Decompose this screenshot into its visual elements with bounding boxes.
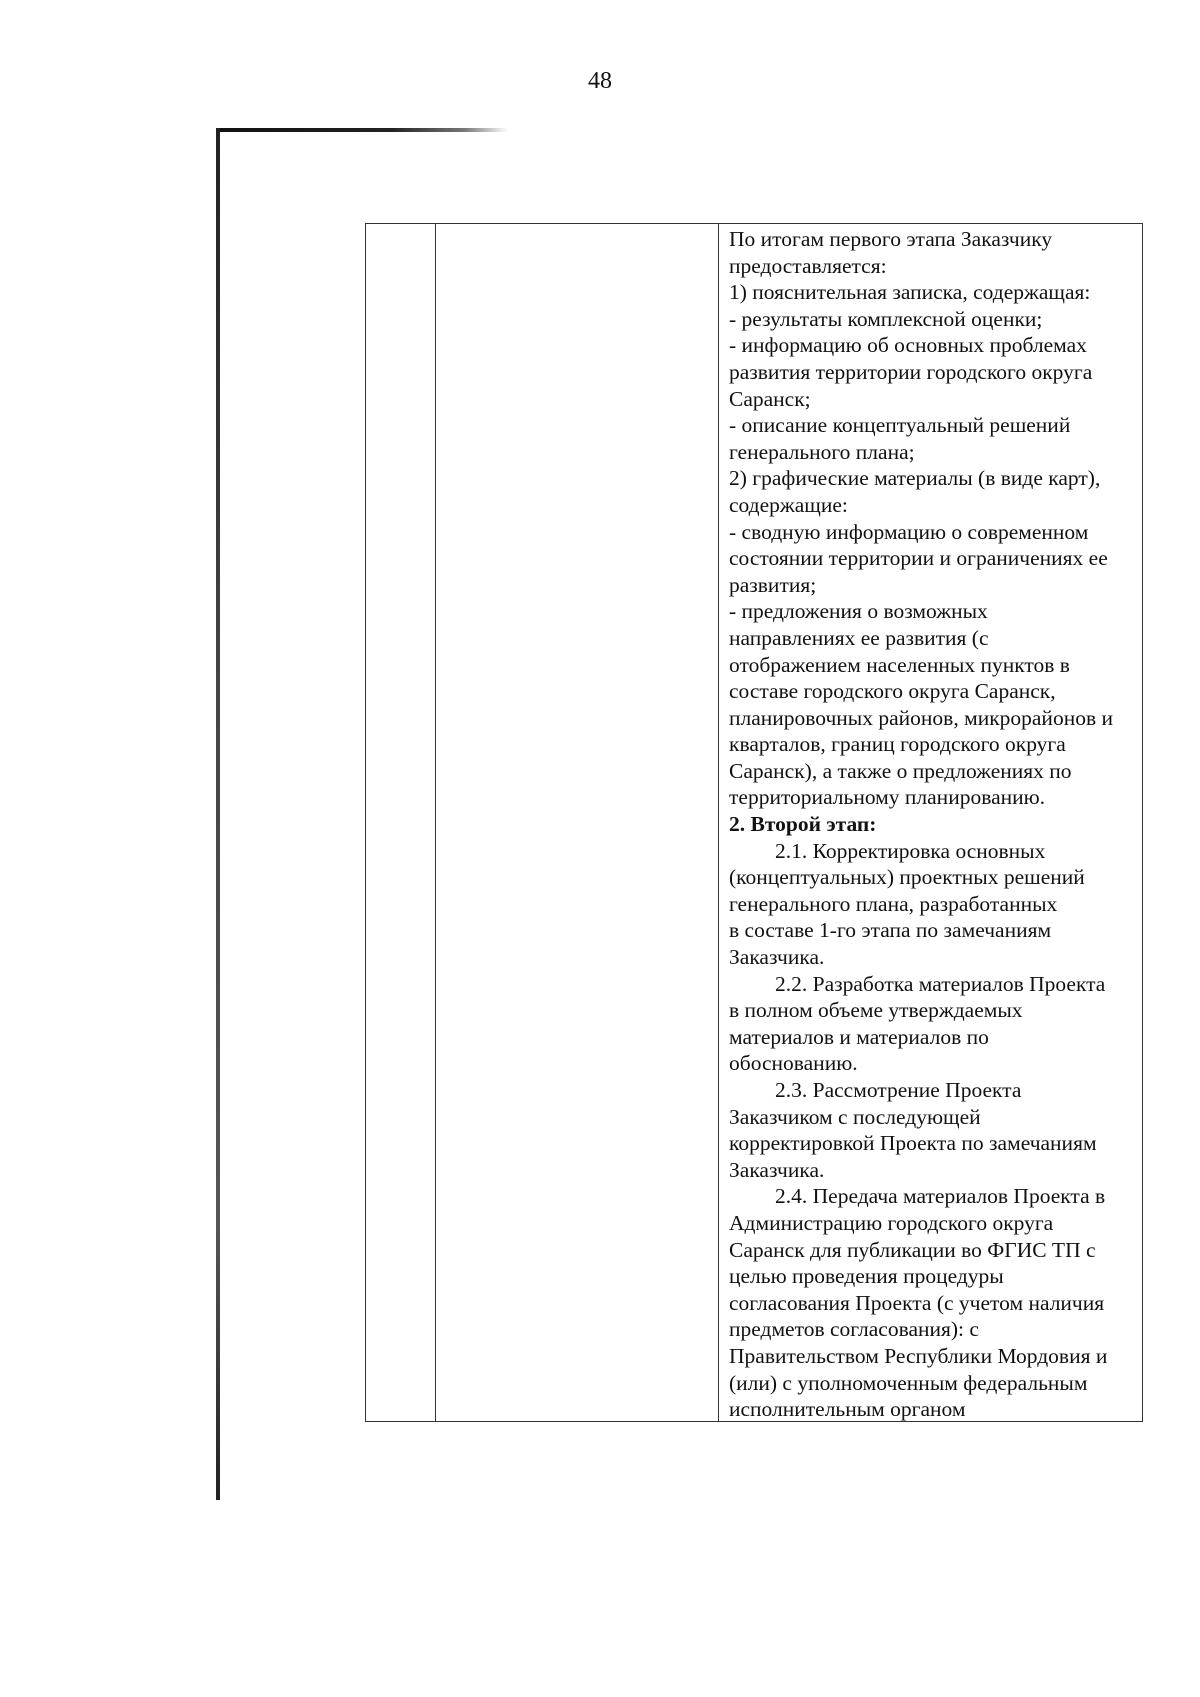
text-line: развития;	[729, 572, 817, 597]
text-line: Заказчика.	[729, 1157, 825, 1182]
scan-binding-edge-top	[216, 128, 508, 132]
text-line: предоставляется:	[729, 253, 887, 278]
text-line: 2) графические материалы (в виде карт),	[729, 466, 1101, 491]
text-line: - описание концептуальный решений	[729, 413, 1071, 438]
section-heading: 2. Второй этап:	[729, 812, 877, 837]
text-line: материалов и материалов по	[729, 1024, 989, 1049]
text-line: отображением населенных пунктов в	[729, 652, 1070, 677]
text-line: целью проведения процедуры	[729, 1264, 1004, 1289]
text-line: Саранск для публикации во ФГИС ТП с	[729, 1237, 1096, 1262]
table-cell-name	[436, 224, 719, 1422]
text-line: По итогам первого этапа Заказчику	[729, 227, 1053, 251]
text-line: Заказчика.	[729, 945, 825, 970]
text-line: 2.4. Передача материалов Проекта в	[775, 1184, 1106, 1209]
text-line: (или) с уполномоченным федеральным	[729, 1370, 1088, 1395]
text-line: Заказчиком с последующей	[729, 1104, 981, 1129]
text-line: (концептуальных) проектных решений	[729, 865, 1085, 890]
text-line: в составе 1-го этапа по замечаниям	[729, 918, 1052, 943]
text-line: - информацию об основных проблемах	[729, 333, 1087, 358]
text-line: согласования Проекта (с учетом наличия	[729, 1290, 1105, 1315]
text-line: Саранск;	[729, 386, 811, 411]
text-line: 2.3. Рассмотрение Проекта	[775, 1078, 1022, 1102]
text-line: генерального плана, разработанных	[729, 891, 1058, 916]
text-line: территориальному планированию.	[729, 785, 1046, 810]
text-line: исполнительным органом	[729, 1397, 966, 1422]
content-text-block	[719, 224, 1142, 1421]
document-table	[365, 223, 1143, 1422]
text-line: содержащие:	[729, 492, 848, 517]
text-line: в полном объеме утверждаемых	[729, 998, 1023, 1023]
text-line: развития территории городского округа	[729, 359, 1093, 384]
text-line: кварталов, границ городского округа	[729, 732, 1066, 757]
text-line: обоснованию.	[729, 1051, 858, 1076]
table-row	[366, 224, 1143, 1422]
text-line: генерального плана;	[729, 439, 915, 464]
text-line: 1) пояснительная записка, содержащая:	[729, 280, 1091, 305]
text-line: корректировкой Проекта по замечаниям	[729, 1131, 1097, 1156]
text-line: предметов согласования): с	[729, 1317, 979, 1342]
text-line: Администрацию городского округа	[729, 1210, 1054, 1235]
text-line: - результаты комплексной оценки;	[729, 306, 1043, 331]
text-line: - предложения о возможных	[729, 599, 988, 624]
table-cell-content	[719, 224, 1143, 1422]
text-line: планировочных районов, микрорайонов и	[729, 705, 1113, 730]
table-cell-number	[366, 224, 436, 1422]
text-line: 2.1. Корректировка основных	[775, 838, 1046, 863]
text-line: направлениях ее развития (с	[729, 625, 989, 650]
text-line: - сводную информацию о современном	[729, 519, 1089, 544]
text-line: Саранск), а также о предложениях по	[729, 758, 1072, 783]
scan-binding-edge-left	[216, 128, 220, 1500]
text-line: Правительством Республики Мордовия и	[729, 1343, 1108, 1368]
text-line: состоянии территории и ограничениях ее	[729, 546, 1108, 571]
text-line: составе городского округа Саранск,	[729, 679, 1056, 704]
page-number: 48	[588, 68, 612, 94]
text-line: 2.2. Разработка материалов Проекта	[775, 971, 1106, 996]
